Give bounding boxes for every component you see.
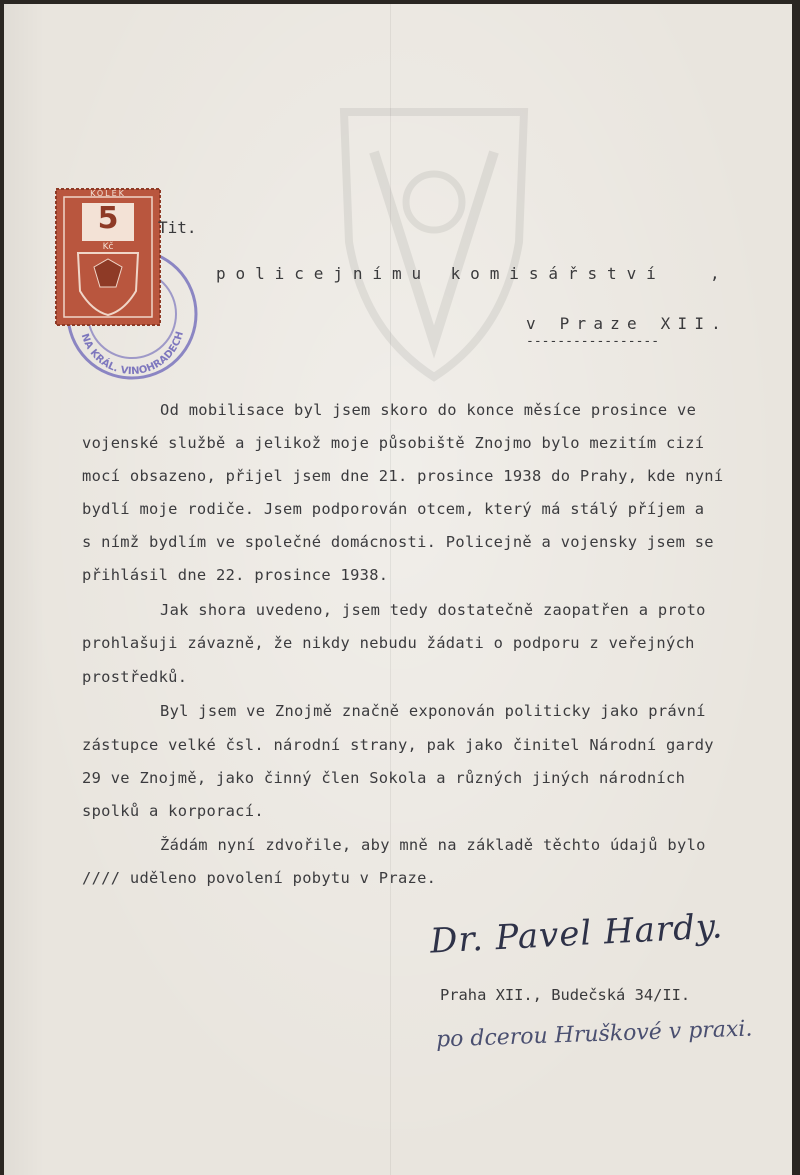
salutation: Tit. (158, 218, 197, 237)
seal-text: NA KRÁL. VINOHRADECH (78, 330, 186, 378)
body-line: Od mobilisace byl jsem skoro do konce měsíce prosince ve (160, 401, 697, 419)
body-line: zástupce velké čsl. národní strany, pak jako činitel Národní gardy (82, 736, 714, 754)
city-underline: ----------------- (526, 334, 660, 349)
stamp-value: 5 (97, 201, 119, 236)
sender-address: Praha XII., Budečská 34/II. (440, 986, 691, 1004)
addressee: policejnímu komisářství (216, 264, 666, 283)
body-line: prostředků. (82, 668, 188, 686)
stamp-top-text: KOLEK (90, 189, 126, 198)
body-line: Jak shora uvedeno, jsem tedy dostatečně zaopatřen a proto (160, 601, 706, 619)
handwritten-note: po dcerou Hruškové v praxi. (435, 1016, 753, 1053)
body-line: přihlásil dne 22. prosince 1938. (82, 566, 389, 584)
body-line: Byl jsem ve Znojmě značně exponován politicky jako právní (160, 702, 706, 720)
body-line: //// uděleno povolení pobytu v Praze. (82, 869, 437, 887)
body-line: vojenské službě a jelikož moje působiště Znojmo bylo mezitím cizí (82, 434, 705, 452)
body-line: 29 ve Znojmě, jako činný člen Sokola a různých jiných národních (82, 769, 686, 787)
body-line: prohlašuji závazně, že nikdy nebudu žádati o podporu z veřejných (82, 634, 695, 652)
body-line: bydlí moje rodiče. Jsem podporován otcem, který má stálý příjem a (82, 500, 705, 518)
body-line: Žádám nyní zdvořile, aby mně na základě těchto údajů bylo (160, 836, 706, 854)
body-line: mocí obsazeno, přijel jsem dne 21. prosince 1938 do Prahy, kde nyní (82, 467, 724, 485)
document-page (4, 4, 792, 1175)
body-line: s nímž bydlím ve společné domácnosti. Policejně a vojensky jsem se (82, 533, 714, 551)
watermark-crest (334, 92, 534, 382)
addressee-comma: , (710, 264, 720, 283)
city: v Praze XII. (526, 314, 728, 333)
signature: Dr. Pavel Hardy. (429, 906, 725, 962)
body-line: spolků a korporací. (82, 802, 264, 820)
revenue-stamp (54, 187, 162, 327)
stamp-currency: Kč (102, 242, 114, 252)
